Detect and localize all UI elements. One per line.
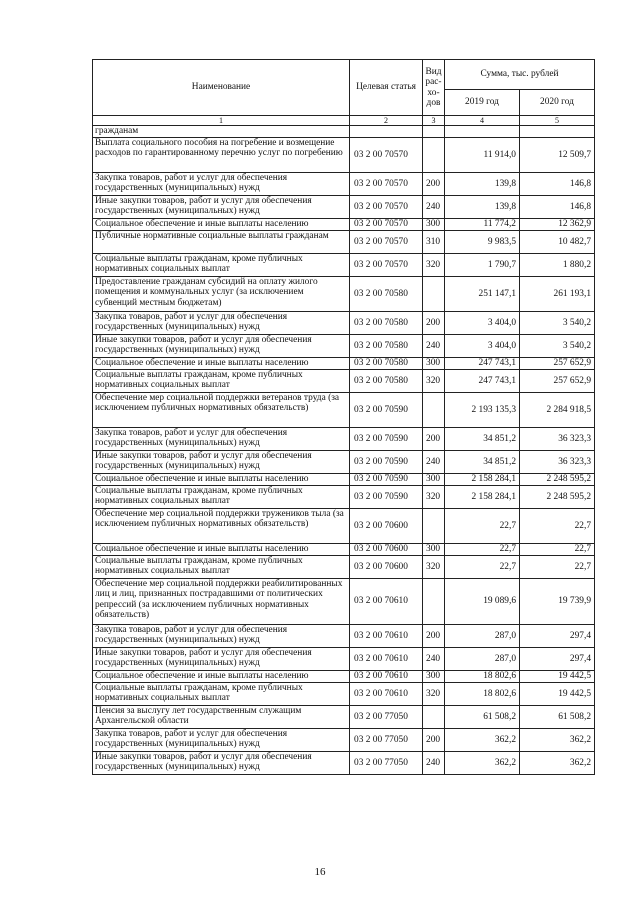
row-expense-kind: 320 bbox=[423, 556, 445, 579]
row-amount-2019: 11 774,2 bbox=[445, 219, 520, 231]
table-row bbox=[93, 752, 595, 775]
table-row bbox=[93, 474, 595, 486]
table-row bbox=[93, 486, 595, 509]
row-amount-2020: 1 880,2 bbox=[520, 254, 595, 277]
table-row bbox=[93, 428, 595, 451]
row-expense-kind bbox=[423, 579, 445, 625]
row-name: гражданам bbox=[93, 126, 350, 138]
document-page bbox=[92, 59, 594, 775]
row-expense-kind bbox=[423, 138, 445, 173]
table-row bbox=[93, 648, 595, 671]
row-name: Социальное обеспечение и иные выплаты населению bbox=[93, 219, 350, 231]
column-index-5: 5 bbox=[520, 116, 595, 126]
row-target-article: 03 2 00 70590 bbox=[350, 451, 423, 474]
row-amount-2019: 34 851,2 bbox=[445, 451, 520, 474]
table-row bbox=[93, 358, 595, 370]
row-amount-2019: 139,8 bbox=[445, 173, 520, 196]
row-name: Закупка товаров, работ и услуг для обеспечения государственных (муниципальных) нужд bbox=[93, 173, 350, 196]
table-row bbox=[93, 277, 595, 312]
row-expense-kind: 200 bbox=[423, 428, 445, 451]
row-expense-kind: 300 bbox=[423, 671, 445, 683]
table-row bbox=[93, 706, 595, 729]
row-amount-2019: 9 983,5 bbox=[445, 231, 520, 254]
row-amount-2019: 139,8 bbox=[445, 196, 520, 219]
row-target-article: 03 2 00 70590 bbox=[350, 486, 423, 509]
row-expense-kind: 200 bbox=[423, 729, 445, 752]
row-amount-2019: 3 404,0 bbox=[445, 335, 520, 358]
table-row bbox=[93, 335, 595, 358]
row-expense-kind: 200 bbox=[423, 173, 445, 196]
row-name: Социальные выплаты гражданам, кроме публичных нормативных социальных выплат bbox=[93, 486, 350, 509]
row-expense-kind: 240 bbox=[423, 648, 445, 671]
row-name: Иные закупки товаров, работ и услуг для обеспечения государственных (муниципальных) нужд bbox=[93, 196, 350, 219]
row-amount-2020: 61 508,2 bbox=[520, 706, 595, 729]
row-amount-2019: 22,7 bbox=[445, 544, 520, 556]
row-amount-2020: 22,7 bbox=[520, 556, 595, 579]
table-row bbox=[93, 138, 595, 173]
table-row bbox=[93, 219, 595, 231]
column-index-2: 2 bbox=[350, 116, 423, 126]
row-amount-2020 bbox=[520, 126, 595, 138]
row-amount-2020: 36 323,3 bbox=[520, 428, 595, 451]
row-target-article: 03 2 00 70610 bbox=[350, 671, 423, 683]
row-expense-kind: 200 bbox=[423, 625, 445, 648]
row-name: Пенсия за выслугу лет государственным служащим Архангельской области bbox=[93, 706, 350, 729]
row-amount-2020: 36 323,3 bbox=[520, 451, 595, 474]
row-target-article: 03 2 00 70570 bbox=[350, 254, 423, 277]
row-target-article: 03 2 00 70590 bbox=[350, 393, 423, 428]
row-amount-2019: 2 193 135,3 bbox=[445, 393, 520, 428]
row-name: Иные закупки товаров, работ и услуг для обеспечения государственных (муниципальных) нужд bbox=[93, 752, 350, 775]
table-row bbox=[93, 370, 595, 393]
table-row bbox=[93, 683, 595, 706]
row-target-article: 03 2 00 70600 bbox=[350, 509, 423, 544]
row-amount-2019: 18 802,6 bbox=[445, 671, 520, 683]
row-amount-2020: 146,8 bbox=[520, 173, 595, 196]
row-amount-2020: 297,4 bbox=[520, 648, 595, 671]
row-target-article: 03 2 00 70610 bbox=[350, 579, 423, 625]
row-expense-kind: 240 bbox=[423, 196, 445, 219]
row-expense-kind: 300 bbox=[423, 358, 445, 370]
row-amount-2019: 251 147,1 bbox=[445, 277, 520, 312]
row-amount-2020: 2 284 918,5 bbox=[520, 393, 595, 428]
header-target-article: Целевая статья bbox=[350, 60, 423, 116]
row-name: Закупка товаров, работ и услуг для обеспечения государственных (муниципальных) нужд bbox=[93, 729, 350, 752]
row-amount-2020: 10 482,7 bbox=[520, 231, 595, 254]
row-target-article: 03 2 00 70600 bbox=[350, 544, 423, 556]
header-expense-kind: Вид рас- хо- дов bbox=[423, 60, 445, 116]
row-amount-2019: 3 404,0 bbox=[445, 312, 520, 335]
row-expense-kind: 200 bbox=[423, 312, 445, 335]
row-target-article: 03 2 00 70600 bbox=[350, 556, 423, 579]
table-row bbox=[93, 509, 595, 544]
row-amount-2019: 18 802,6 bbox=[445, 683, 520, 706]
row-expense-kind: 300 bbox=[423, 544, 445, 556]
table-row bbox=[93, 671, 595, 683]
row-amount-2019: 362,2 bbox=[445, 729, 520, 752]
row-target-article: 03 2 00 70610 bbox=[350, 648, 423, 671]
row-target-article: 03 2 00 70570 bbox=[350, 138, 423, 173]
row-expense-kind: 320 bbox=[423, 486, 445, 509]
table-row bbox=[93, 729, 595, 752]
row-name: Закупка товаров, работ и услуг для обеспечения государственных (муниципальных) нужд bbox=[93, 625, 350, 648]
row-amount-2020: 22,7 bbox=[520, 544, 595, 556]
budget-table bbox=[92, 59, 595, 775]
row-amount-2020: 3 540,2 bbox=[520, 335, 595, 358]
row-target-article: 03 2 00 70580 bbox=[350, 370, 423, 393]
row-amount-2020: 146,8 bbox=[520, 196, 595, 219]
row-expense-kind: 240 bbox=[423, 451, 445, 474]
row-expense-kind bbox=[423, 126, 445, 138]
column-index-4: 4 bbox=[445, 116, 520, 126]
row-expense-kind bbox=[423, 277, 445, 312]
table-row bbox=[93, 544, 595, 556]
row-amount-2019: 247 743,1 bbox=[445, 370, 520, 393]
row-name: Публичные нормативные социальные выплаты гражданам bbox=[93, 231, 350, 254]
row-target-article: 03 2 00 70570 bbox=[350, 231, 423, 254]
row-name: Закупка товаров, работ и услуг для обеспечения государственных (муниципальных) нужд bbox=[93, 312, 350, 335]
row-target-article: 03 2 00 70610 bbox=[350, 625, 423, 648]
row-expense-kind: 240 bbox=[423, 335, 445, 358]
row-name: Социальные выплаты гражданам, кроме публичных нормативных социальных выплат bbox=[93, 370, 350, 393]
row-target-article: 03 2 00 70590 bbox=[350, 474, 423, 486]
row-name: Предоставление гражданам субсидий на оплату жилого помещения и коммунальных услуг (за исключением субвенций местным бюджетам) bbox=[93, 277, 350, 312]
table-row bbox=[93, 556, 595, 579]
row-name: Социальное обеспечение и иные выплаты населению bbox=[93, 671, 350, 683]
row-amount-2020: 297,4 bbox=[520, 625, 595, 648]
row-target-article: 03 2 00 70570 bbox=[350, 219, 423, 231]
row-target-article: 03 2 00 70570 bbox=[350, 196, 423, 219]
table-row bbox=[93, 173, 595, 196]
table-row bbox=[93, 126, 595, 138]
row-amount-2019: 34 851,2 bbox=[445, 428, 520, 451]
row-expense-kind bbox=[423, 706, 445, 729]
header-year-2020: 2020 год bbox=[520, 90, 595, 116]
row-amount-2019: 247 743,1 bbox=[445, 358, 520, 370]
row-target-article: 03 2 00 70590 bbox=[350, 428, 423, 451]
header-year-2019: 2019 год bbox=[445, 90, 520, 116]
row-target-article: 03 2 00 77050 bbox=[350, 706, 423, 729]
row-amount-2020: 2 248 595,2 bbox=[520, 486, 595, 509]
row-amount-2020: 2 248 595,2 bbox=[520, 474, 595, 486]
row-target-article: 03 2 00 70580 bbox=[350, 312, 423, 335]
row-target-article: 03 2 00 70580 bbox=[350, 335, 423, 358]
row-expense-kind: 300 bbox=[423, 219, 445, 231]
row-name: Обеспечение мер социальной поддержки ветеранов труда (за исключением публичных нормативных обязательств) bbox=[93, 393, 350, 428]
table-row bbox=[93, 579, 595, 625]
row-amount-2019 bbox=[445, 126, 520, 138]
row-amount-2020: 19 739,9 bbox=[520, 579, 595, 625]
row-name: Социальные выплаты гражданам, кроме публичных нормативных социальных выплат bbox=[93, 556, 350, 579]
row-expense-kind: 320 bbox=[423, 683, 445, 706]
row-target-article: 03 2 00 70580 bbox=[350, 277, 423, 312]
table-row bbox=[93, 254, 595, 277]
row-name: Социальные выплаты гражданам, кроме публичных нормативных социальных выплат bbox=[93, 683, 350, 706]
page-number: 16 bbox=[314, 866, 326, 878]
row-expense-kind bbox=[423, 509, 445, 544]
table-row bbox=[93, 393, 595, 428]
row-name: Социальное обеспечение и иные выплаты населению bbox=[93, 358, 350, 370]
row-amount-2019: 362,2 bbox=[445, 752, 520, 775]
header-name: Наименование bbox=[93, 60, 350, 116]
row-amount-2020: 257 652,9 bbox=[520, 358, 595, 370]
row-name: Обеспечение мер социальной поддержки тружеников тыла (за исключением публичных нормативных обязательств) bbox=[93, 509, 350, 544]
table-row bbox=[93, 625, 595, 648]
row-amount-2020: 257 652,9 bbox=[520, 370, 595, 393]
row-amount-2019: 11 914,0 bbox=[445, 138, 520, 173]
row-amount-2019: 22,7 bbox=[445, 509, 520, 544]
table-row bbox=[93, 451, 595, 474]
row-name: Обеспечение мер социальной поддержки реабилитированных лиц и лиц, признанных пострадавшими от политических репрессий (за исключением публичных нормативных обязательств) bbox=[93, 579, 350, 625]
row-target-article: 03 2 00 77050 bbox=[350, 729, 423, 752]
row-name: Социальное обеспечение и иные выплаты населению bbox=[93, 474, 350, 486]
row-amount-2019: 287,0 bbox=[445, 625, 520, 648]
row-expense-kind: 320 bbox=[423, 370, 445, 393]
table-row bbox=[93, 312, 595, 335]
row-amount-2019: 19 089,6 bbox=[445, 579, 520, 625]
row-amount-2020: 22,7 bbox=[520, 509, 595, 544]
row-amount-2019: 22,7 bbox=[445, 556, 520, 579]
row-name: Иные закупки товаров, работ и услуг для обеспечения государственных (муниципальных) нужд bbox=[93, 335, 350, 358]
row-name: Иные закупки товаров, работ и услуг для обеспечения государственных (муниципальных) нужд bbox=[93, 451, 350, 474]
table-row bbox=[93, 231, 595, 254]
row-target-article: 03 2 00 70570 bbox=[350, 173, 423, 196]
row-expense-kind: 310 bbox=[423, 231, 445, 254]
row-target-article bbox=[350, 126, 423, 138]
row-amount-2019: 1 790,7 bbox=[445, 254, 520, 277]
row-name: Выплата социального пособия на погребение и возмещение расходов по гарантированному перечню услуг по погребению bbox=[93, 138, 350, 173]
row-target-article: 03 2 00 77050 bbox=[350, 752, 423, 775]
row-amount-2019: 2 158 284,1 bbox=[445, 474, 520, 486]
row-amount-2020: 12 509,7 bbox=[520, 138, 595, 173]
row-name: Социальные выплаты гражданам, кроме публичных нормативных социальных выплат bbox=[93, 254, 350, 277]
row-expense-kind: 300 bbox=[423, 474, 445, 486]
row-target-article: 03 2 00 70580 bbox=[350, 358, 423, 370]
row-amount-2020: 3 540,2 bbox=[520, 312, 595, 335]
column-index-1: 1 bbox=[93, 116, 350, 126]
row-name: Закупка товаров, работ и услуг для обеспечения государственных (муниципальных) нужд bbox=[93, 428, 350, 451]
row-amount-2020: 362,2 bbox=[520, 729, 595, 752]
row-amount-2020: 362,2 bbox=[520, 752, 595, 775]
table-row bbox=[93, 196, 595, 219]
row-amount-2019: 287,0 bbox=[445, 648, 520, 671]
row-amount-2020: 261 193,1 bbox=[520, 277, 595, 312]
row-expense-kind: 320 bbox=[423, 254, 445, 277]
row-amount-2019: 2 158 284,1 bbox=[445, 486, 520, 509]
row-amount-2020: 19 442,5 bbox=[520, 683, 595, 706]
row-expense-kind bbox=[423, 393, 445, 428]
row-amount-2020: 19 442,5 bbox=[520, 671, 595, 683]
header-sum: Сумма, тыс. рублей bbox=[445, 60, 595, 90]
row-name: Социальное обеспечение и иные выплаты населению bbox=[93, 544, 350, 556]
row-expense-kind: 240 bbox=[423, 752, 445, 775]
row-target-article: 03 2 00 70610 bbox=[350, 683, 423, 706]
row-name: Иные закупки товаров, работ и услуг для обеспечения государственных (муниципальных) нужд bbox=[93, 648, 350, 671]
row-amount-2019: 61 508,2 bbox=[445, 706, 520, 729]
column-index-3: 3 bbox=[423, 116, 445, 126]
table-body bbox=[93, 126, 595, 775]
row-amount-2020: 12 362,9 bbox=[520, 219, 595, 231]
